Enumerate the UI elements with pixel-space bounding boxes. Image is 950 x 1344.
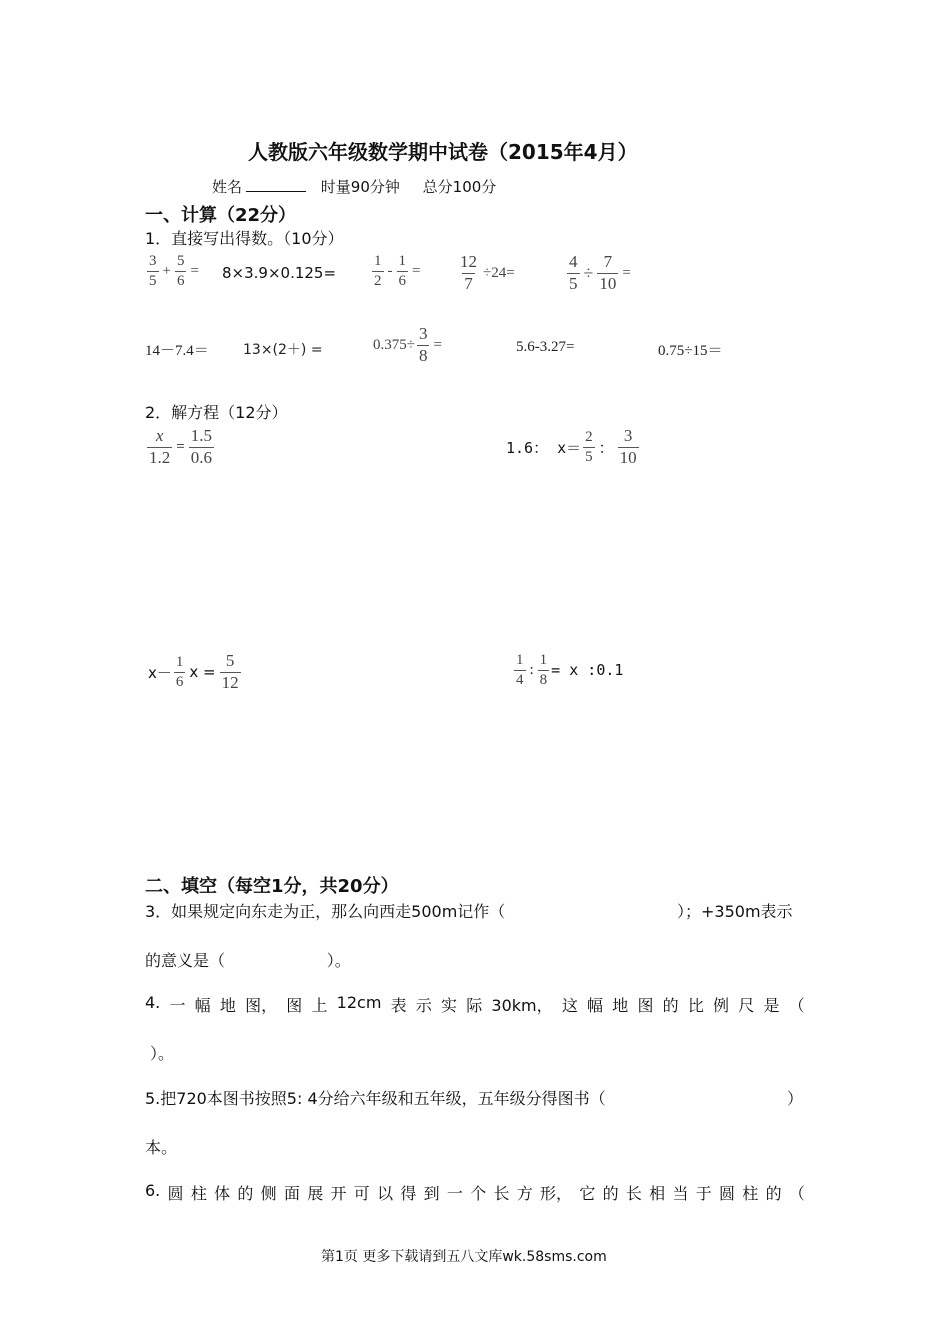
section1-heading: 一、计算（22分） <box>145 205 297 226</box>
fraction: $\frac{1}{8}$ <box>539 652 548 688</box>
q5-line2: 本。 <box>145 1138 178 1157</box>
fraction: $\frac{7}{10}$ <box>599 252 617 293</box>
section2-heading: 二、填空（每空1分，共20分） <box>145 876 399 897</box>
equation-3: x－ $\frac{1}{6}$ x = $\frac{5}{12}$ <box>148 651 239 692</box>
calc-r2-e5: 0.75÷15＝ <box>658 343 723 359</box>
calc-r1-e2: 8×3.9×0.125= <box>222 264 337 282</box>
fraction: $\frac{3}{5}$ <box>149 253 157 289</box>
page-title: 人教版六年级数学期中试卷（2015年4月） <box>248 140 638 164</box>
fraction: $\frac{1}{6}$ <box>175 654 184 690</box>
fraction: $\frac{4}{5}$ <box>569 252 578 293</box>
equation-1: $\frac{x}{1.2}$ = $\frac{1.5}{0.6}$ <box>149 426 212 467</box>
time-limit: 时量90分钟 <box>320 178 400 196</box>
q1-label: 1．直接写出得数。（10分） <box>145 229 344 248</box>
fraction: $\frac{x}{1.2}$ <box>149 426 171 467</box>
equation-2: 1.6： x＝ $\frac{2}{5}$ ： $\frac{3}{10}$ <box>506 426 637 467</box>
q4-line1: 4. 一 幅 地 图， 图 上 12cm 表 示 实 际 30km， 这 幅 地 图 的 比 例 尺 是 （ <box>145 993 805 1015</box>
q4-line2: ）。 <box>150 1044 175 1063</box>
fraction: $\frac{5}{12}$ <box>221 651 239 692</box>
q5-line1-a: 5.把720本图书按照5: 4分给六年级和五年级，五年级分得图书（ <box>145 1089 606 1108</box>
q3-line1-a: 3．如果规定向东走为正，那么向西走500m记作（ <box>145 902 506 921</box>
q3-line1-b: ）；+350m表示 <box>677 902 793 921</box>
calc-r1-e3: $\frac{1}{2}$ - $\frac{1}{6}$ = <box>374 253 421 289</box>
fraction: $\frac{3}{10}$ <box>619 426 637 467</box>
exam-info <box>212 176 496 197</box>
equation-4: $\frac{1}{4}$ : $\frac{1}{8}$ = x :0.1 <box>516 652 624 688</box>
q6-line1: 6. 圆 柱 体 的 侧 面 展 开 可 以 得 到 一 个 长 方 形， 它 的 长 相 当 于 圆 柱 的 （ <box>145 1181 805 1203</box>
fraction: $\frac{12}{7}$ <box>460 252 477 293</box>
fraction: $\frac{3}{8}$ <box>418 324 428 365</box>
calc-r2-e3: 0.375÷ $\frac{3}{8}$ = <box>373 324 442 365</box>
calc-r1-e1: $\frac{3}{5}$ + $\frac{5}{6}$ = <box>149 253 199 289</box>
q5-line1-b: ） <box>787 1089 804 1108</box>
fraction: $\frac{1}{6}$ <box>398 253 406 289</box>
fraction: $\frac{1.5}{0.6}$ <box>190 426 212 467</box>
calc-r1-e5: $\frac{4}{5}$ ÷ $\frac{7}{10}$ = <box>569 252 631 293</box>
fraction: $\frac{2}{5}$ <box>585 429 593 465</box>
calc-r2-e2: 13×(2＋) = <box>243 342 323 358</box>
calc-r2-e4: 5.6-3.27= <box>516 339 575 355</box>
fraction: $\frac{1}{4}$ <box>516 652 524 688</box>
name-blank[interactable] <box>246 177 306 192</box>
fraction: $\frac{5}{6}$ <box>176 253 185 289</box>
calc-r2-e1: 14－7.4＝ <box>145 343 209 359</box>
name-label: 姓名 <box>212 178 243 196</box>
total-score: 总分100分 <box>422 178 497 196</box>
fraction: $\frac{1}{2}$ <box>374 253 382 289</box>
page-footer: 第1页 更多下载请到五八文库wk.58sms.com <box>321 1249 607 1265</box>
q2-label: 2．解方程（12分） <box>145 403 288 422</box>
q3-line2: 的意义是（ ）。 <box>145 951 351 970</box>
calc-r1-e4: $\frac{12}{7}$ ÷24= <box>460 252 515 293</box>
